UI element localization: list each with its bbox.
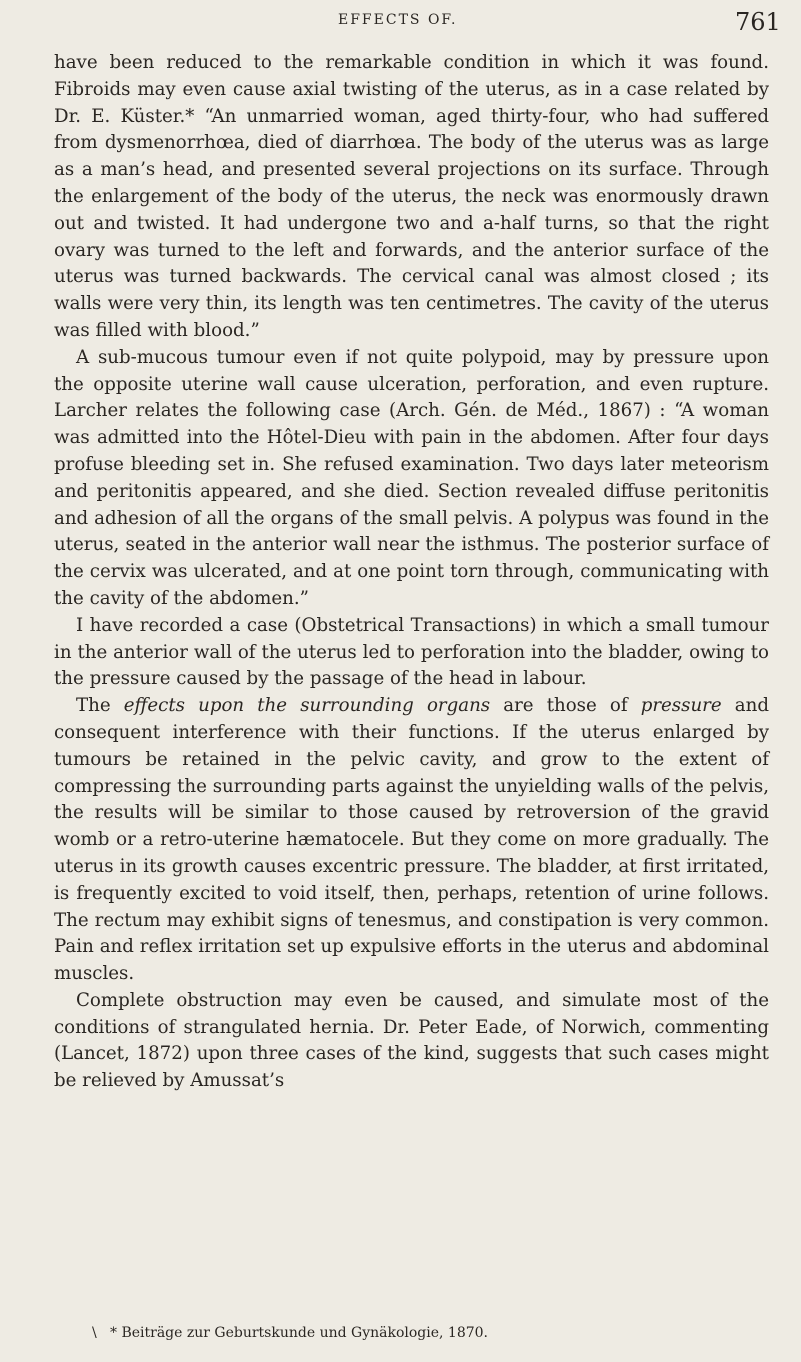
italic-phrase: effects upon the surrounding organs <box>123 695 491 717</box>
margin-mark: \ <box>92 1325 97 1341</box>
para-text: and consequent interference with their functions. If the uterus enlarged by tumours be retained in the pelvic cavity, and grow to the extent of compressing the surrounding parts against the unyielding walls of the pelvis, the results will be similar to those caused by retroversion of the gravid womb or a retro-uterine hæmatocele. But they come on more gradually. The uterus in its growth causes excentric pressure. The bladder, at first irritated, is frequently excited to void itself, then, perhaps, retention of urine follows. The rectum may exhibit signs of tenesmus, and constipation is very common. Pain and reflex irritation set up expulsive efforts in the uterus and abdominal muscles. <box>54 695 769 985</box>
paragraph-obstruction: Complete obstruction may even be caused, and simulate most of the conditions of strangulated hernia. Dr. Peter Eade, of Norwich, commenting (Lancet, 1872) upon three cases of the kind, suggests that such cases might be relieved by Amussat’s <box>54 989 769 1092</box>
footnote <box>92 1323 782 1343</box>
page-header <box>0 8 801 40</box>
paragraph-submucous-tumour: A sub-mucous tumour even if not quite polypoid, may by pressure upon the opposite uterine wall cause ulceration, perforation, and even rupture. Larcher relates the following case (Arch. Gén. de Méd., 1867) : “A woman was admitted into the Hôtel-Dieu with pain in the abdomen. After four days profuse bleeding set in. She refused examination. Two days later meteorism and peritonitis appeared, and she died. Section revealed diffuse peritonitis and adhesion of all the organs of the small pelvis. A polypus was found in the uterus, seated in the anterior wall near the isthmus. The posterior surface of the cervix was ulcerated, and at one point torn through, communicating with the cavity of the abdomen.” <box>54 346 769 609</box>
para-text: The <box>76 695 124 717</box>
footnote-text: * Beiträge zur Geburtskunde und Gynäkologie, 1870. <box>110 1325 488 1341</box>
paragraph-fibroid-twisting: have been reduced to the remarkable condition in which it was found. Fibroids may even cause axial twisting of the uterus, as in a case related by Dr. E. Küster.* “An unmarried woman, aged thirty-four, who had suffered from dysmenorrhœa, died of diarrhœa. The body of the uterus was as large as a man’s head, and presented several projections on its surface. Through the enlargement of the body of the uterus, the neck was enormously drawn out and twisted. It had undergone two and a-half turns, so that the right ovary was turned to the left and forwards, and the anterior surface of the uterus was turned backwards. The cervical canal was almost closed ; its walls were very thin, its length was ten centimetres. The cavity of the uterus was filled with blood.” <box>54 52 769 341</box>
page-number: 761 <box>735 8 781 36</box>
running-head: EFFECTS OF. <box>338 12 458 28</box>
body-text <box>54 50 769 1095</box>
paragraph-pressure-effects <box>54 693 769 988</box>
italic-phrase: pressure <box>640 695 722 717</box>
para-text: are those of <box>490 695 641 717</box>
paragraph-bladder-perforation: I have recorded a case (Obstetrical Transactions) in which a small tumour in the anterior wall of the uterus led to perforation into the bladder, owing to the pressure caused by the passage of the head in labour. <box>54 614 769 690</box>
